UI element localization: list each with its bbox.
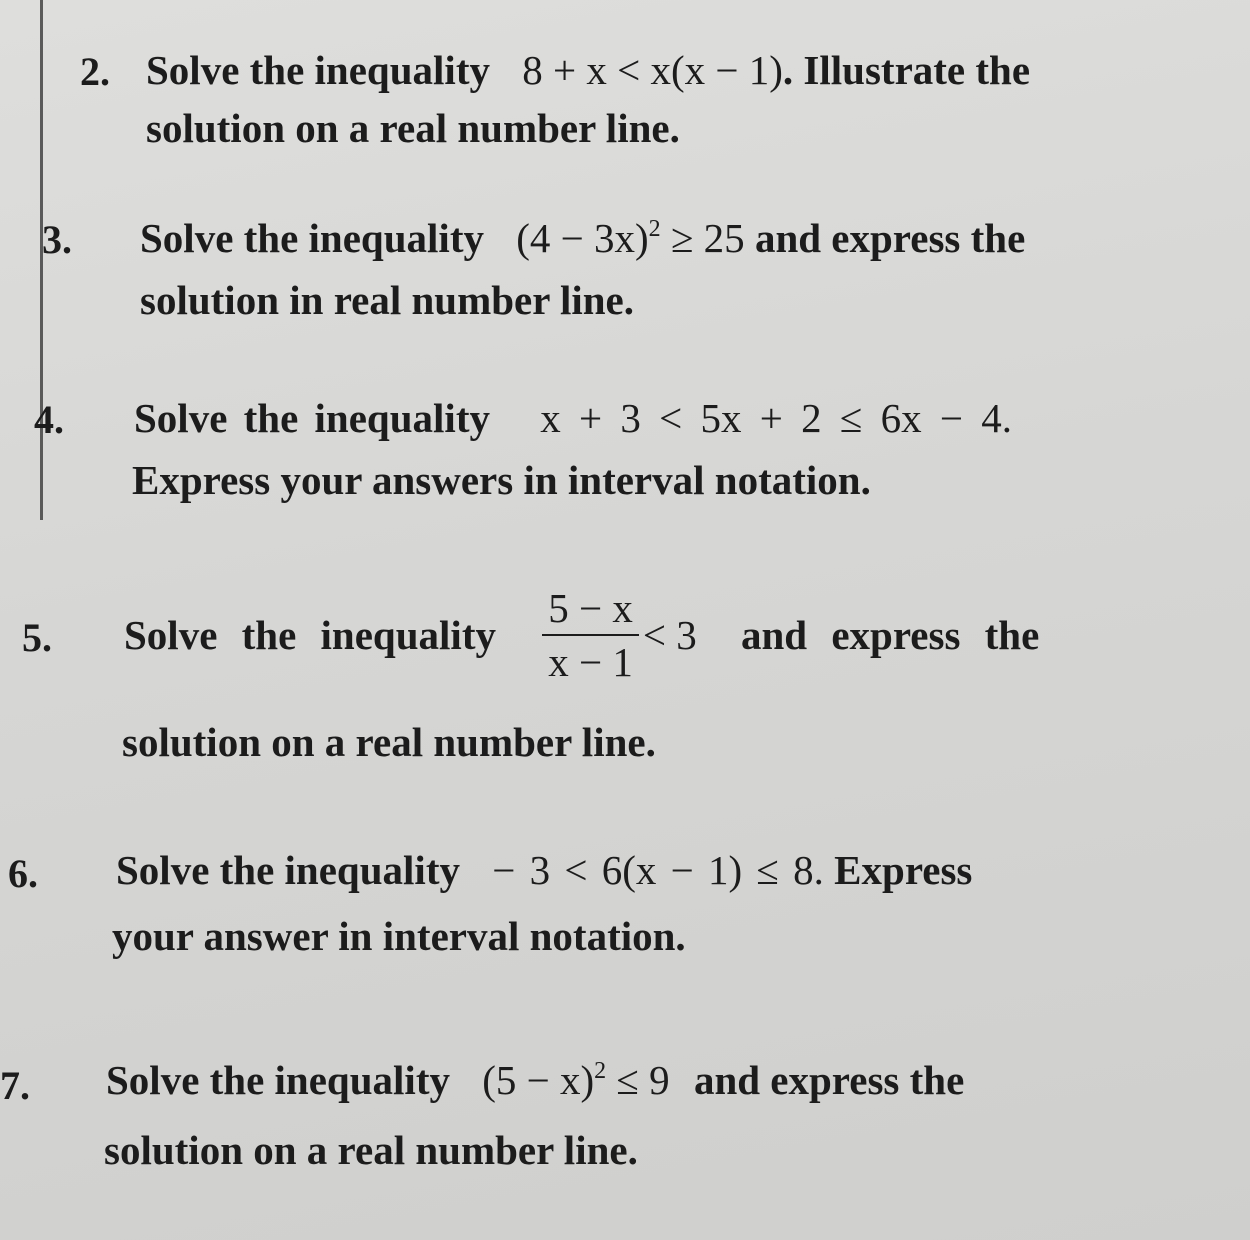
problem-line-2: solution on a real number line. [146,105,680,151]
problem-number: 6. [8,851,38,896]
problem-math: − 3 < 6(x − 1) ≤ 8. [492,847,824,893]
problem-line-1 [106,1056,964,1104]
problem-math: 8 + x < x(x − 1) [522,47,783,93]
fraction-denominator: x − 1 [548,639,633,685]
problem-tail: and express the [683,1057,965,1103]
problem-lead: Solve the inequality [106,1057,450,1103]
problem-fraction [542,582,639,688]
problem-tail: . Illustrate the [782,47,1031,93]
problem-math: x + 3 < 5x + 2 ≤ 6x − 4. [540,395,1012,441]
problem-line-2: solution on a real number line. [104,1127,638,1173]
problem-lead: Solve the inequality [116,847,460,893]
problem-lead: Solve the inequality [124,612,496,658]
problem-number: 5. [22,615,52,660]
problem-math [482,1057,669,1103]
problem-line-2: solution on a real number line. [122,719,656,765]
math-rest: ≥ 25 [660,215,745,261]
math-exponent: 2 [648,216,661,242]
fraction-numerator: 5 − x [542,582,639,636]
problem-line-2: your answer in interval notation. [112,913,686,959]
problem-line-1 [146,46,1030,94]
problem-line-2: solution in real number line. [140,277,634,323]
problem-line-1 [140,214,1025,262]
problem-number: 7. [0,1063,30,1108]
problem-number: 4. [34,397,64,442]
problem-line-1 [124,582,1039,688]
problem-number: 3. [42,217,72,262]
problem-line-1 [134,394,1012,442]
math-rest: ≤ 9 [606,1057,670,1103]
problem-number: 2. [80,49,110,94]
math-base: (4 − 3x) [516,215,649,261]
problem-tail: Express [823,847,973,893]
problem-line-2: Express your answers in interval notation. [132,457,871,503]
problem-math [516,215,744,261]
math-base: (5 − x) [482,1057,595,1103]
problem-line-1 [116,846,972,894]
problem-tail: and express the [744,215,1026,261]
problem-lead: Solve the inequality [134,395,490,441]
problem-lead: Solve the inequality [140,215,484,261]
math-exponent: 2 [594,1058,607,1084]
problem-lead: Solve the inequality [146,47,490,93]
problem-tail: and express the [740,612,1040,658]
math-rest: < 3 [642,612,697,658]
